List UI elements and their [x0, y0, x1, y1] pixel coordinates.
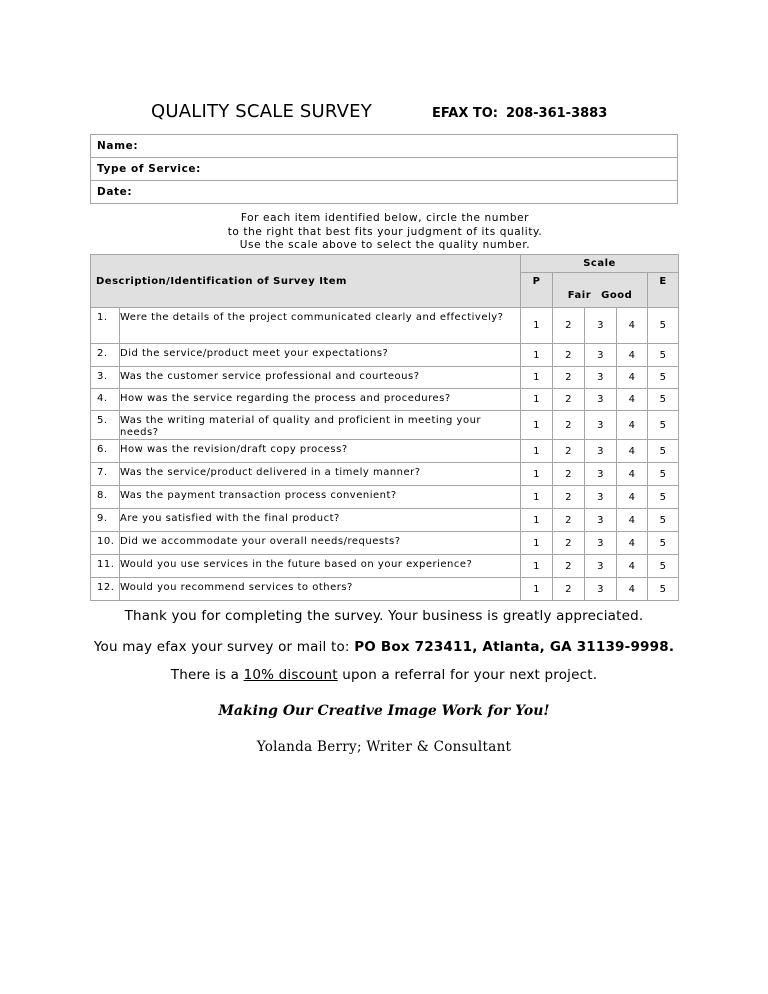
row-number: 9. — [91, 509, 120, 532]
scale-option-5[interactable]: 5 — [648, 308, 679, 344]
scale-option-3[interactable]: 3 — [585, 440, 617, 463]
survey-question: Are you satisfied with the final product? — [120, 509, 521, 532]
scale-option-1[interactable]: 1 — [521, 555, 553, 578]
scale-option-4[interactable]: 4 — [617, 555, 648, 578]
scale-option-5[interactable]: 5 — [648, 578, 679, 601]
header — [0, 101, 768, 127]
scale-option-1[interactable]: 1 — [521, 344, 553, 367]
scale-option-3[interactable]: 3 — [585, 578, 617, 601]
scale-option-2[interactable]: 2 — [553, 367, 585, 389]
scale-option-5[interactable]: 5 — [648, 367, 679, 389]
row-number: 10. — [91, 532, 120, 555]
table-row — [91, 463, 679, 486]
survey-question: Would you recommend services to others? — [120, 578, 521, 601]
scale-option-5[interactable]: 5 — [648, 509, 679, 532]
scale-option-1[interactable]: 1 — [521, 463, 553, 486]
efax-label: EFAX TO: — [432, 106, 498, 121]
row-number: 4. — [91, 389, 120, 411]
discount-text — [0, 667, 768, 683]
survey-question: Was the service/product delivered in a timely manner? — [120, 463, 521, 486]
table-row — [91, 578, 679, 601]
scale-option-3[interactable]: 3 — [585, 367, 617, 389]
table-row — [91, 532, 679, 555]
table-row — [91, 555, 679, 578]
survey-question: Did the service/product meet your expectations? — [120, 344, 521, 367]
table-row — [91, 486, 679, 509]
row-number: 11. — [91, 555, 120, 578]
scale-poor-label: P — [521, 273, 553, 308]
scale-option-5[interactable]: 5 — [648, 389, 679, 411]
row-number: 1. — [91, 308, 120, 344]
discount-link[interactable]: 10% discount — [243, 667, 338, 683]
table-row — [91, 389, 679, 411]
scale-option-2[interactable]: 2 — [553, 509, 585, 532]
row-number: 2. — [91, 344, 120, 367]
scale-option-4[interactable]: 4 — [617, 486, 648, 509]
row-number: 7. — [91, 463, 120, 486]
mail-instructions — [0, 639, 768, 655]
type-of-service-field[interactable]: Type of Service: — [91, 158, 678, 181]
signature: Yolanda Berry; Writer & Consultant — [256, 739, 512, 755]
scale-option-1[interactable]: 1 — [521, 411, 553, 440]
scale-option-3[interactable]: 3 — [585, 555, 617, 578]
scale-option-1[interactable]: 1 — [521, 440, 553, 463]
scale-excellent-label: E — [648, 273, 679, 308]
survey-table — [90, 254, 679, 601]
table-row — [91, 440, 679, 463]
efax-number: 208-361-3883 — [506, 106, 608, 121]
scale-option-3[interactable]: 3 — [585, 411, 617, 440]
scale-fair-label: Fair — [567, 290, 592, 301]
description-header: Description/Identification of Survey Item — [91, 255, 521, 308]
instruction-line: Use the scale above to select the quality number. — [239, 239, 531, 251]
scale-option-4[interactable]: 4 — [617, 440, 648, 463]
scale-option-2[interactable]: 2 — [553, 463, 585, 486]
date-field[interactable]: Date: — [91, 181, 678, 204]
table-header-row — [91, 255, 679, 273]
survey-question: How was the service regarding the process and procedures? — [120, 389, 521, 411]
scale-option-4[interactable]: 4 — [617, 509, 648, 532]
row-number: 6. — [91, 440, 120, 463]
scale-option-4[interactable]: 4 — [617, 389, 648, 411]
scale-option-4[interactable]: 4 — [617, 344, 648, 367]
survey-question: Did we accommodate your overall needs/requests? — [120, 532, 521, 555]
scale-option-2[interactable]: 2 — [553, 578, 585, 601]
survey-question: How was the revision/draft copy process? — [120, 440, 521, 463]
scale-option-4[interactable]: 4 — [617, 578, 648, 601]
survey-question: Would you use services in the future based on your experience? — [120, 555, 521, 578]
scale-option-4[interactable]: 4 — [617, 532, 648, 555]
scale-option-1[interactable]: 1 — [521, 509, 553, 532]
survey-question: Was the customer service professional and courteous? — [120, 367, 521, 389]
scale-option-5[interactable]: 5 — [648, 344, 679, 367]
info-table — [90, 134, 678, 204]
instructions — [200, 212, 570, 253]
efax-info — [432, 106, 607, 121]
scale-option-5[interactable]: 5 — [648, 411, 679, 440]
row-number: 5. — [91, 411, 120, 440]
mail-address: PO Box 723411, Atlanta, GA 31139-9998. — [354, 639, 675, 655]
scale-option-3[interactable]: 3 — [585, 389, 617, 411]
tagline: Making Our Creative Image Work for You! — [218, 703, 550, 719]
row-number: 12. — [91, 578, 120, 601]
row-number: 3. — [91, 367, 120, 389]
scale-option-4[interactable]: 4 — [617, 367, 648, 389]
scale-header: Scale — [521, 255, 679, 273]
instruction-line: For each item identified below, circle the number — [240, 212, 530, 224]
scale-option-5[interactable]: 5 — [648, 463, 679, 486]
scale-option-3[interactable]: 3 — [585, 308, 617, 344]
scale-middle-label — [553, 273, 648, 308]
scale-option-3[interactable]: 3 — [585, 509, 617, 532]
scale-option-3[interactable]: 3 — [585, 463, 617, 486]
name-field[interactable]: Name: — [91, 135, 678, 158]
scale-option-1[interactable]: 1 — [521, 532, 553, 555]
scale-option-2[interactable]: 2 — [553, 532, 585, 555]
survey-question: Was the writing material of quality and proficient in meeting your needs? — [120, 411, 521, 440]
scale-option-3[interactable]: 3 — [585, 532, 617, 555]
survey-question: Were the details of the project communicated clearly and effectively? — [120, 308, 521, 344]
scale-option-4[interactable]: 4 — [617, 308, 648, 344]
survey-question: Was the payment transaction process convenient? — [120, 486, 521, 509]
discount-prefix: There is a — [170, 667, 240, 683]
row-number: 8. — [91, 486, 120, 509]
scale-option-1[interactable]: 1 — [521, 367, 553, 389]
table-row — [91, 509, 679, 532]
table-row — [91, 344, 679, 367]
scale-option-5[interactable]: 5 — [648, 486, 679, 509]
table-row — [91, 308, 679, 344]
scale-option-1[interactable]: 1 — [521, 578, 553, 601]
scale-option-1[interactable]: 1 — [521, 389, 553, 411]
page-title: QUALITY SCALE SURVEY — [151, 101, 372, 122]
scale-option-2[interactable]: 2 — [553, 308, 585, 344]
scale-option-1[interactable]: 1 — [521, 486, 553, 509]
table-row — [91, 367, 679, 389]
table-row — [91, 411, 679, 440]
scale-option-4[interactable]: 4 — [617, 463, 648, 486]
discount-suffix: upon a referral for your next project. — [342, 667, 598, 683]
scale-option-2[interactable]: 2 — [553, 440, 585, 463]
scale-option-5[interactable]: 5 — [648, 532, 679, 555]
scale-option-5[interactable]: 5 — [648, 555, 679, 578]
scale-option-1[interactable]: 1 — [521, 308, 553, 344]
thank-you-text: Thank you for completing the survey. Your business is greatly appreciated. — [124, 608, 644, 624]
scale-option-2[interactable]: 2 — [553, 389, 585, 411]
scale-option-2[interactable]: 2 — [553, 555, 585, 578]
scale-option-3[interactable]: 3 — [585, 344, 617, 367]
scale-option-5[interactable]: 5 — [648, 440, 679, 463]
mail-prefix: You may efax your survey or mail to: — [93, 639, 350, 655]
scale-good-label: Good — [601, 290, 633, 301]
scale-option-2[interactable]: 2 — [553, 344, 585, 367]
scale-option-2[interactable]: 2 — [553, 411, 585, 440]
scale-option-3[interactable]: 3 — [585, 486, 617, 509]
scale-option-2[interactable]: 2 — [553, 486, 585, 509]
instruction-line: to the right that best fits your judgment of its quality. — [227, 225, 543, 238]
scale-option-4[interactable]: 4 — [617, 411, 648, 440]
